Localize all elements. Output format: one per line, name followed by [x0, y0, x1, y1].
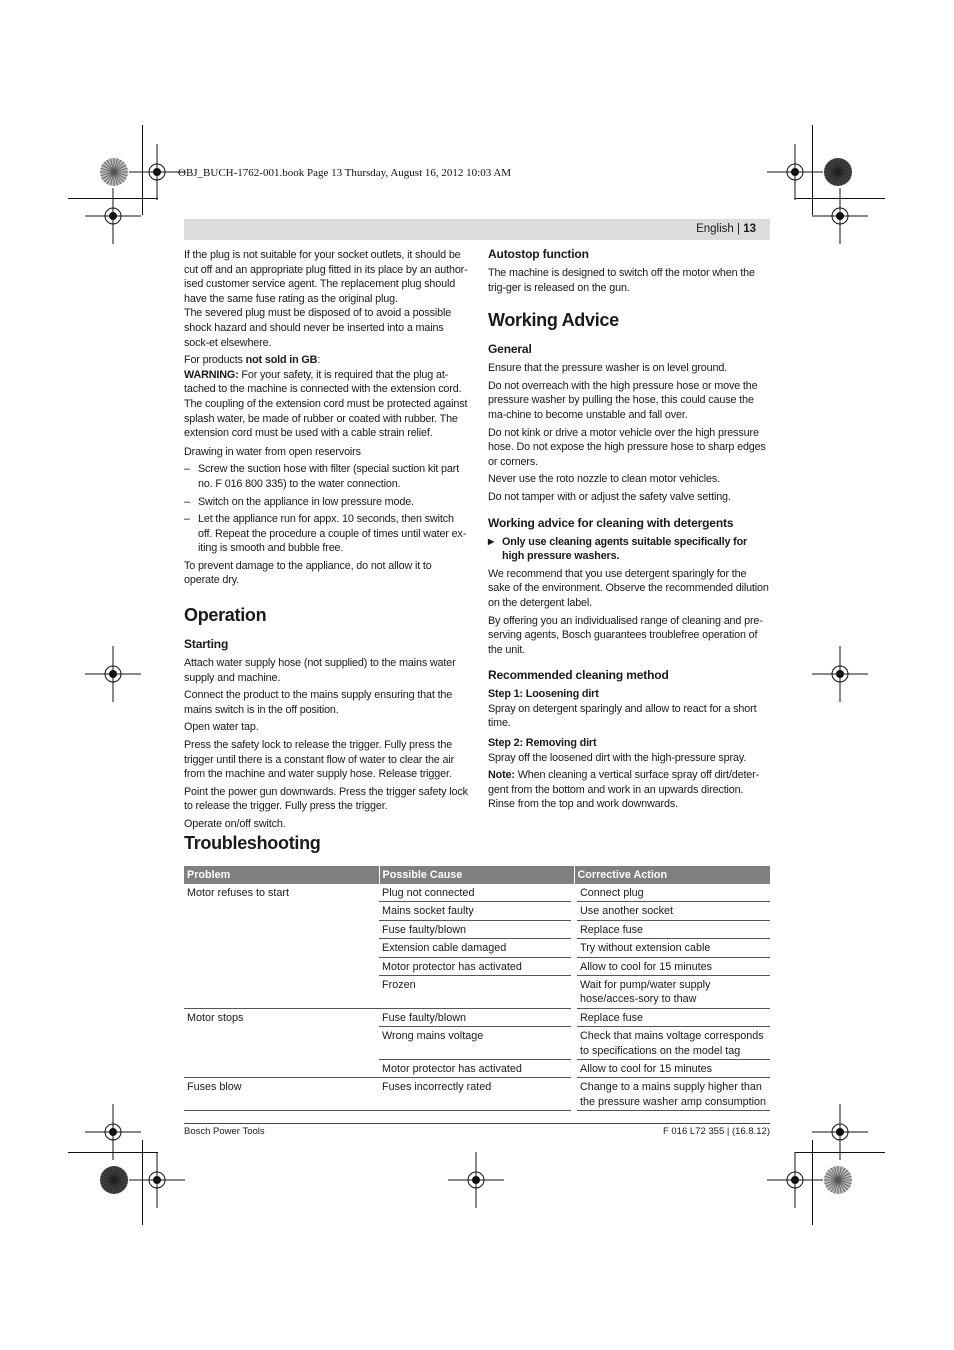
note-paragraph: Note: When cleaning a vertical surface spray off dirt/deter-gent from the bottom and work in an upwards direction. Rinse from the top and work downwards.	[488, 769, 760, 811]
step2-text: Spray off the loosened dirt with the high-pressure spray.	[488, 751, 747, 764]
plug-paragraph-1: If the plug is not suitable for your socket outlets, it should be cut off and an appropriate plug fitted in its place by an author-ised customer service agent. The replacement plug should have the same fuse rating as the original plug.	[184, 249, 468, 305]
general-paragraph: Do not kink or drive a motor vehicle over the high pressure hose. Do not expose the high pressure hose to sharp edges or corners.	[488, 426, 766, 468]
cause-cell: Fuse faulty/blown	[379, 1008, 574, 1026]
general-paragraph: Do not overreach with the high pressure hose or move the pressure washer by pulling the hose, this could cause the ma-chine to become unstable and fall over.	[488, 379, 758, 421]
action-cell: Try without extension cable	[574, 939, 770, 957]
cause-cell: Frozen	[379, 976, 574, 1009]
color-disc-icon	[99, 1165, 129, 1195]
crop-mark	[142, 125, 143, 215]
detergent-paragraph: We recommend that you use detergent sparingly for the sake of the environment. Observe the recommended dilution on the detergent label.	[488, 567, 769, 609]
warning-paragraph: WARNING: For your safety, it is required that the plug at-tached to the machine is connected with the extension cord. The coupling of the extension cord must be protected against splash water, be made of rubber or coated with rubber. The extension cord must be used with a cable strain relief.	[184, 368, 468, 440]
detergent-paragraph: By offering you an individualised range of cleaning and pre-serving agents, Bosch guarantees troublefree operation of the unit.	[488, 614, 763, 656]
starting-paragraph: Open water tap.	[184, 721, 259, 734]
cause-cell: Wrong mains voltage	[379, 1027, 574, 1060]
starting-paragraph: Connect the product to the mains supply ensuring that the mains switch is in the off position.	[184, 689, 453, 716]
drawing-steps	[184, 462, 468, 556]
cause-cell: Fuse faulty/blown	[379, 920, 574, 938]
general-paragraph: Ensure that the pressure washer is on level ground.	[488, 362, 728, 375]
problem-cell: Fuses blow	[184, 1078, 379, 1111]
registration-target-icon	[83, 186, 143, 246]
action-cell: Replace fuse	[574, 920, 770, 938]
registration-target-icon	[810, 644, 870, 704]
color-disc-icon	[823, 1165, 853, 1195]
crop-mark	[795, 198, 885, 199]
troubleshooting-table	[184, 866, 770, 1111]
table-header-row	[184, 866, 770, 884]
registration-target-icon	[810, 186, 870, 246]
color-disc-icon	[99, 157, 129, 187]
registration-target-icon	[765, 1150, 825, 1210]
table-row	[184, 884, 770, 902]
cause-cell: Mains socket faulty	[379, 902, 574, 920]
action-cell: Allow to cool for 15 minutes	[574, 957, 770, 975]
crop-mark	[812, 125, 813, 215]
column-header-problem: Problem	[184, 866, 379, 884]
registration-target-icon	[127, 1150, 187, 1210]
left-column	[184, 248, 468, 835]
products-line: For products not sold in GB:	[184, 354, 321, 367]
print-slug: OBJ_BUCH-1762-001.book Page 13 Thursday, August 16, 2012 10:03 AM	[178, 167, 512, 179]
action-cell: Allow to cool for 15 minutes	[574, 1060, 770, 1078]
action-cell: Use another socket	[574, 902, 770, 920]
step1-text: Spray on detergent sparingly and allow to react for a short time.	[488, 702, 757, 730]
action-cell: Wait for pump/water supply hose/acces-sory to thaw	[574, 976, 770, 1009]
problem-cell: Motor refuses to start	[184, 884, 379, 1008]
general-paragraph: Never use the roto nozzle to clean motor vehicles.	[488, 473, 720, 486]
footer-doc-number: F 016 L72 355 | (16.8.12)	[662, 1126, 770, 1137]
step1-heading: Step 1: Loosening dirt	[488, 688, 599, 701]
header-language: English	[696, 223, 734, 235]
footer-brand: Bosch Power Tools	[184, 1126, 265, 1137]
column-header-action: Corrective Action	[574, 866, 770, 884]
step2-heading: Step 2: Removing dirt	[488, 737, 597, 750]
problem-cell: Motor stops	[184, 1008, 379, 1078]
starting-paragraph: Point the power gun downwards. Press the trigger safety lock to release the trigger. Fully press the trigger.	[184, 785, 468, 813]
general-heading: General	[488, 342, 532, 357]
registration-target-icon	[83, 644, 143, 704]
cause-cell: Fuses incorrectly rated	[379, 1078, 574, 1111]
right-column	[488, 246, 770, 815]
starting-paragraph: Attach water supply hose (not supplied) to the mains water supply and machine.	[184, 657, 456, 684]
footer-rule	[184, 1123, 770, 1124]
cause-cell: Extension cable damaged	[379, 939, 574, 957]
list-item: – Switch on the appliance in low pressure mode.	[184, 495, 468, 510]
autostop-text: The machine is designed to switch off the motor when the trig-ger is released on the gun.	[488, 267, 755, 294]
autostop-heading: Autostop function	[488, 247, 589, 261]
list-item: – Screw the suction hose with filter (special suction kit part no. F 016 800 335) to the water connection.	[184, 462, 468, 491]
registration-target-icon	[446, 1150, 506, 1210]
plug-paragraph-2: The severed plug must be disposed of to avoid a possible shock hazard and should never be inserted into a mains sock-et elsewhere.	[184, 307, 452, 349]
operation-heading: Operation	[184, 605, 267, 626]
table-row	[184, 1078, 770, 1111]
cause-cell: Motor protector has activated	[379, 1060, 574, 1078]
action-cell: Replace fuse	[574, 1008, 770, 1026]
working-advice-heading: Working Advice	[488, 310, 619, 331]
starting-heading: Starting	[184, 637, 229, 652]
table-row	[184, 1008, 770, 1026]
crop-mark	[795, 1152, 885, 1153]
page-number: 13	[743, 223, 756, 235]
action-cell: Connect plug	[574, 884, 770, 902]
cause-cell: Motor protector has activated	[379, 957, 574, 975]
action-cell: Change to a mains supply higher than the pressure washer amp consumption	[574, 1078, 770, 1111]
dry-warning: To prevent damage to the appliance, do not allow it to operate dry.	[184, 559, 432, 587]
method-heading: Recommended cleaning method	[488, 668, 669, 683]
list-item: – Let the appliance run for appx. 10 seconds, then switch off. Repeat the procedure a couple of times until water ex-iting is smooth and bubble free.	[184, 512, 468, 556]
troubleshooting-heading: Troubleshooting	[184, 833, 321, 853]
general-paragraph: Do not tamper with or adjust the safety valve setting.	[488, 490, 731, 503]
drawing-intro: Drawing in water from open reservoirs	[184, 445, 361, 458]
page-header	[184, 219, 770, 240]
starting-paragraph: Press the safety lock to release the trigger. Fully press the trigger until there is a constant flow of water to clear the air from the machine and water supply hose. Release trigger.	[184, 739, 455, 781]
cause-cell: Plug not connected	[379, 884, 574, 902]
crop-mark	[68, 1152, 158, 1153]
crop-mark	[68, 198, 158, 199]
detergent-bullet: ▶ Only use cleaning agents suitable specifically for high pressure washers.	[488, 535, 770, 564]
color-disc-icon	[823, 157, 853, 187]
header-separator: |	[737, 223, 740, 235]
starting-paragraph: Operate on/off switch.	[184, 818, 286, 830]
column-header-cause: Possible Cause	[379, 866, 574, 884]
action-cell: Check that mains voltage corresponds to specifications on the model tag	[574, 1027, 770, 1060]
detergent-heading: Working advice for cleaning with detergents	[488, 515, 734, 530]
